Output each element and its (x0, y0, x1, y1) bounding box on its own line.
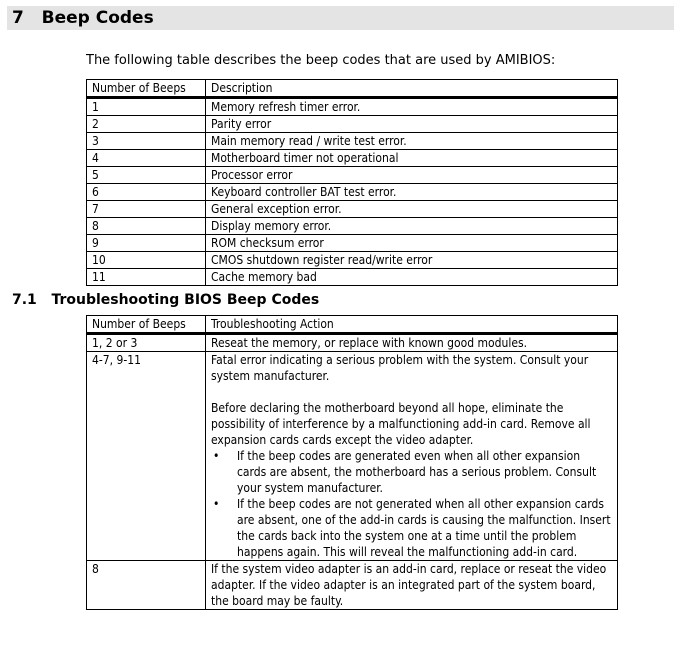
beep-codes-table (86, 79, 618, 286)
table-row (87, 98, 618, 116)
section-heading (12, 7, 154, 29)
beep-count-cell: 1 (87, 98, 206, 116)
column-header: Number of Beeps (87, 80, 206, 98)
section-title: Beep Codes (41, 8, 154, 28)
bullet-icon: • (213, 497, 220, 511)
description-cell: Processor error (206, 167, 618, 184)
description-cell: Motherboard timer not operational (206, 150, 618, 167)
beep-count-cell: 1, 2 or 3 (87, 334, 206, 352)
description-cell: Parity error (206, 116, 618, 133)
column-header: Troubleshooting Action (206, 316, 618, 334)
intro-paragraph: The following table describes the beep codes that are used by AMIBIOS: (86, 53, 556, 68)
table-row (87, 218, 618, 235)
beep-count-cell: 8 (87, 218, 206, 235)
list-item (211, 448, 612, 496)
beep-count-cell: 4 (87, 150, 206, 167)
bullet-list (211, 448, 612, 560)
table-row (87, 352, 618, 561)
beep-count-cell: 11 (87, 269, 206, 286)
table-row (87, 269, 618, 286)
table-row (87, 561, 618, 610)
action-cell: If the system video adapter is an add-in card, replace or reseat the video adapter. If the video adapter is an integrated part of the system board, the board may be faulty. (206, 561, 618, 610)
table-row (87, 334, 618, 352)
column-header: Description (206, 80, 618, 98)
description-cell: Main memory read / write test error. (206, 133, 618, 150)
table-row (87, 167, 618, 184)
bullet-text: If the beep codes are not generated when all other expansion cards are absent, one of the add-in cards is causing the malfunction. Insert the cards back into the system one at a time until the problem happens again. This will reveal the malfunctioning add-in card. (237, 497, 611, 559)
subsection-number: 7.1 (12, 292, 37, 308)
action-paragraph: Before declaring the motherboard beyond all hope, eliminate the possibility of interference by a malfunctioning add-in card. Remove all expansion cards cards except the video adapter. (211, 401, 591, 447)
action-cell: Reseat the memory, or replace with known good modules. (206, 334, 618, 352)
action-paragraph: Fatal error indicating a serious problem with the system. Consult your system manufacturer. (211, 353, 589, 383)
action-cell (206, 352, 618, 561)
table-row (87, 184, 618, 201)
list-item (211, 496, 612, 560)
description-cell: Keyboard controller BAT test error. (206, 184, 618, 201)
subsection-heading (12, 291, 319, 309)
table-row (87, 150, 618, 167)
table-header-row (87, 80, 618, 98)
beep-count-cell: 2 (87, 116, 206, 133)
troubleshooting-table (86, 315, 618, 610)
description-cell: Cache memory bad (206, 269, 618, 286)
bullet-icon: • (213, 449, 220, 463)
description-cell: CMOS shutdown register read/write error (206, 252, 618, 269)
subsection-title: Troubleshooting BIOS Beep Codes (51, 292, 320, 308)
table-row (87, 133, 618, 150)
beep-count-cell: 6 (87, 184, 206, 201)
beep-count-cell: 3 (87, 133, 206, 150)
description-cell: General exception error. (206, 201, 618, 218)
section-number: 7 (12, 8, 24, 28)
table-row (87, 235, 618, 252)
table-row (87, 252, 618, 269)
beep-count-cell: 5 (87, 167, 206, 184)
beep-count-cell: 8 (87, 561, 206, 610)
table-row (87, 116, 618, 133)
beep-count-cell: 10 (87, 252, 206, 269)
description-cell: ROM checksum error (206, 235, 618, 252)
beep-count-cell: 7 (87, 201, 206, 218)
table-row (87, 201, 618, 218)
description-cell: Display memory error. (206, 218, 618, 235)
beep-count-cell: 4-7, 9-11 (87, 352, 206, 561)
bullet-text: If the beep codes are generated even when all other expansion cards are absent, the motherboard has a serious problem. Consult your system manufacturer. (237, 449, 597, 495)
description-cell: Memory refresh timer error. (206, 98, 618, 116)
table-header-row (87, 316, 618, 334)
column-header: Number of Beeps (87, 316, 206, 334)
beep-count-cell: 9 (87, 235, 206, 252)
